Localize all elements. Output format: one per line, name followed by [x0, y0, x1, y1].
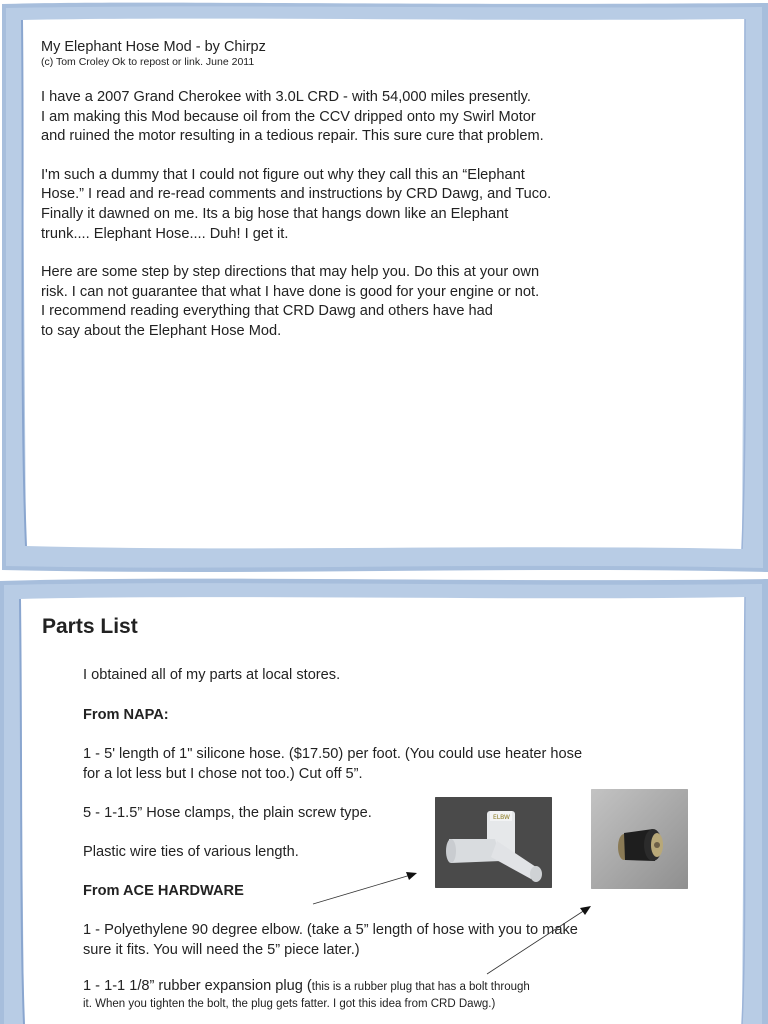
napa-heading: From NAPA: [83, 707, 169, 723]
text-line: I have a 2007 Grand Cherokee with 3.0L CRD - with 54,000 miles presently. [41, 89, 531, 105]
text-line: sure it fits. You will need the 5” piece later.) [83, 941, 360, 958]
parts-list-heading: Parts List [42, 615, 138, 638]
arrow-head-elbow [406, 872, 417, 880]
text-line: I'm such a dummy that I could not figure out why they call this an “Elephant [41, 166, 525, 183]
napa-item-wire-ties: Plastic wire ties of various length. [83, 844, 299, 860]
text-line: for a lot less but I chose not too.) Cut off 5”. [83, 765, 363, 782]
intro-paragraph [41, 88, 721, 147]
copyright-note: (c) Tom Croley Ok to repost or link. June 2011 [41, 56, 255, 68]
elbow-label: ELBW [493, 814, 510, 821]
arrow-to-elbow [313, 874, 414, 904]
text-line: risk. I can not guarantee that what I have done is good for your engine or not. [41, 283, 540, 300]
text-line: Here are some step by step directions that may help you. Do this at your own [41, 264, 540, 281]
page-1-content [41, 38, 721, 361]
plug-note-1: this is a rubber plug that has a bolt through [311, 981, 530, 993]
text-line: 1 - Polyethylene 90 degree elbow. (take a 5” length of hose with you to make [83, 922, 578, 938]
plug-main-text: 1 - 1-1 1/8” rubber expansion plug ( [83, 978, 312, 994]
text-line: 1 - 5' length of 1" silicone hose. ($17.50) per foot. (You could use heater hose [83, 746, 583, 762]
pointer-arrows [0, 575, 768, 1024]
text-line: I am making this Mod because oil from the CCV dripped onto my Swirl Motor [41, 108, 536, 125]
text-line: to say about the Elephant Hose Mod. [41, 322, 282, 339]
napa-item-clamps: 5 - 1-1.5” Hose clamps, the plain screw type. [83, 805, 372, 821]
text-line: trunk.... Elephant Hose.... Duh! I get it. [41, 225, 289, 242]
document-title: My Elephant Hose Mod - by Chirpz [41, 39, 266, 55]
text-line: Finally it dawned on me. Its a big hose that hangs down like an Elephant [41, 205, 509, 222]
arrow-to-plug [487, 908, 588, 974]
page-2 [0, 575, 768, 1024]
text-line: Hose.” I read and re-read comments and instructions by CRD Dawg, and Tuco. [41, 186, 552, 203]
elephant-hose-paragraph [41, 166, 721, 244]
plug-note-2: it. When you tighten the bolt, the plug gets fatter. I got this idea from CRD Dawg.) [83, 997, 496, 1010]
ace-heading: From ACE HARDWARE [83, 883, 244, 899]
intro-text: I obtained all of my parts at local stores. [83, 667, 341, 683]
text-line: and ruined the motor resulting in a tedious repair. This sure cure that problem. [41, 128, 544, 145]
disclaimer-paragraph [41, 263, 721, 341]
arrow-head-plug [580, 906, 591, 915]
text-line: I recommend reading everything that CRD Dawg and others have had [41, 303, 493, 320]
